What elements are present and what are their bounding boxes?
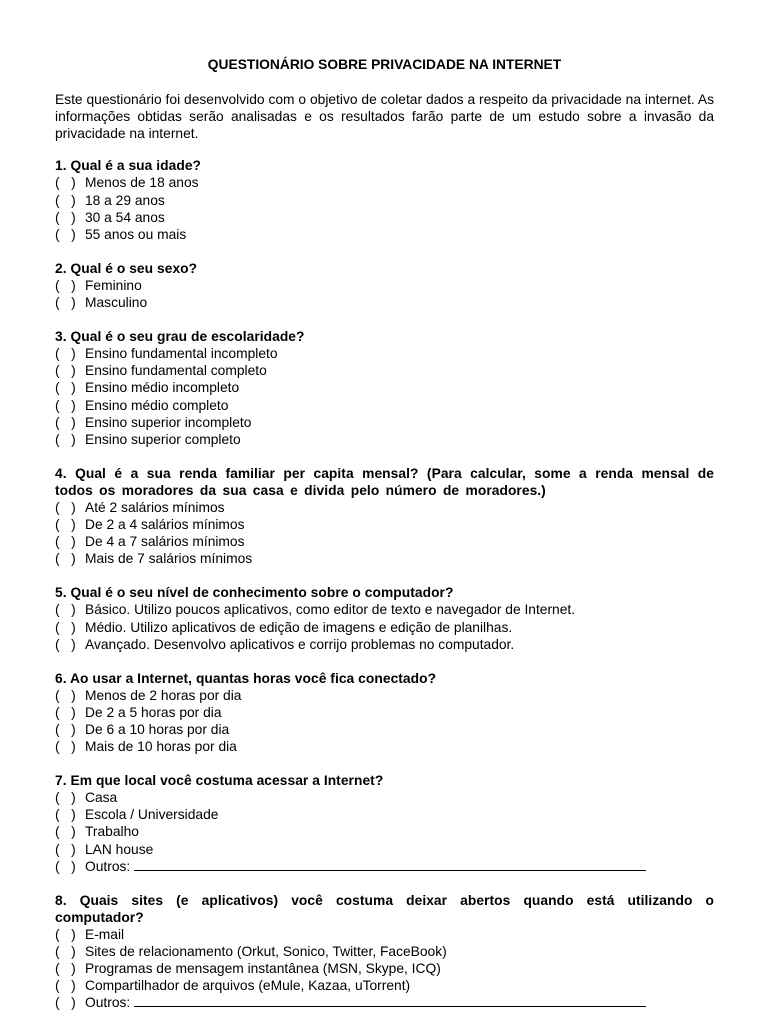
- option-label: Sites de relacionamento (Orkut, Sonico, Twitter, FaceBook): [85, 944, 447, 960]
- option-item[interactable]: [55, 704, 714, 721]
- option-label: Ensino superior completo: [85, 431, 241, 447]
- option-label: Masculino: [85, 295, 148, 311]
- option-label: Até 2 salários mínimos: [85, 499, 225, 515]
- option-item[interactable]: [55, 943, 714, 960]
- option-label: Outros:: [85, 858, 131, 874]
- checkbox[interactable]: ( ): [55, 517, 76, 533]
- option-label: Programas de mensagem instantânea (MSN, Skype, ICQ): [85, 961, 441, 977]
- option-label: Ensino superior incompleto: [85, 414, 252, 430]
- question-text: 8. Quais sites (e aplicativos) você costuma deixar abertos quando está utilizando o computador?: [55, 892, 714, 925]
- option-label: LAN house: [85, 841, 154, 857]
- option-item[interactable]: [55, 499, 714, 516]
- option-item[interactable]: [55, 841, 714, 858]
- others-blank-line[interactable]: [134, 995, 646, 1007]
- option-item[interactable]: [55, 619, 714, 636]
- option-item[interactable]: [55, 192, 714, 209]
- option-item[interactable]: [55, 823, 714, 840]
- option-label: 30 a 54 anos: [85, 209, 165, 225]
- checkbox[interactable]: ( ): [55, 192, 76, 208]
- option-item[interactable]: [55, 926, 714, 943]
- checkbox[interactable]: ( ): [55, 858, 76, 874]
- option-item[interactable]: [55, 516, 714, 533]
- option-label: Menos de 2 horas por dia: [85, 687, 242, 703]
- question-text: 6. Ao usar a Internet, quantas horas você fica conectado?: [55, 670, 437, 686]
- option-label: Feminino: [85, 277, 142, 293]
- option-item[interactable]: [55, 226, 714, 243]
- option-label: Básico. Utilizo poucos aplicativos, como editor de texto e navegador de Internet.: [85, 602, 576, 618]
- option-item[interactable]: [55, 379, 714, 396]
- checkbox[interactable]: ( ): [55, 431, 76, 447]
- checkbox[interactable]: ( ): [55, 277, 76, 293]
- option-label: Mais de 10 horas por dia: [85, 739, 237, 755]
- checkbox[interactable]: ( ): [55, 346, 76, 362]
- option-item[interactable]: [55, 687, 714, 704]
- option-item[interactable]: [55, 977, 714, 994]
- checkbox[interactable]: ( ): [55, 636, 76, 652]
- option-label: De 6 a 10 horas por dia: [85, 722, 230, 737]
- checkbox[interactable]: ( ): [55, 824, 76, 840]
- page-title: QUESTIONÁRIO SOBRE PRIVACIDADE NA INTERNET: [207, 57, 562, 72]
- option-item[interactable]: [55, 345, 714, 362]
- question-text: 2. Qual é o seu sexo?: [55, 260, 198, 276]
- question-text: 1. Qual é a sua idade?: [55, 158, 202, 174]
- option-item[interactable]: [55, 789, 714, 806]
- question-1: [55, 157, 714, 242]
- option-label: 18 a 29 anos: [85, 192, 165, 208]
- question-3: [55, 328, 714, 448]
- option-label: Compartilhador de arquivos (eMule, Kazaa, uTorrent): [85, 978, 411, 994]
- option-item[interactable]: [55, 994, 714, 1011]
- option-item[interactable]: [55, 294, 714, 311]
- intro-paragraph: Este questionário foi desenvolvido com o objetivo de coletar dados a respeito da privacidade na internet. As informações obtidas serão analisadas e os resultados farão parte de um estudo sobre a invasão da privacidade na internet.: [55, 92, 714, 142]
- option-label: 55 anos ou mais: [85, 226, 187, 242]
- option-label: De 2 a 5 horas por dia: [85, 704, 222, 720]
- option-label: Casa: [85, 790, 118, 806]
- checkbox[interactable]: ( ): [55, 209, 76, 225]
- option-item[interactable]: [55, 397, 714, 414]
- checkbox[interactable]: ( ): [55, 687, 76, 703]
- option-label: Ensino médio incompleto: [85, 380, 240, 396]
- question-6: [55, 670, 714, 755]
- checkbox[interactable]: ( ): [55, 961, 76, 977]
- option-item[interactable]: [55, 960, 714, 977]
- option-item[interactable]: [55, 550, 714, 567]
- option-item[interactable]: [55, 533, 714, 550]
- checkbox[interactable]: ( ): [55, 619, 76, 635]
- option-label: Escola / Universidade: [85, 807, 219, 823]
- question-text: 5. Qual é o seu nível de conhecimento sobre o computador?: [55, 585, 454, 601]
- checkbox[interactable]: ( ): [55, 363, 76, 379]
- option-item[interactable]: [55, 431, 714, 448]
- checkbox[interactable]: ( ): [55, 926, 76, 942]
- checkbox[interactable]: ( ): [55, 790, 76, 806]
- option-item[interactable]: [55, 601, 714, 618]
- checkbox[interactable]: ( ): [55, 722, 76, 737]
- option-item[interactable]: [55, 362, 714, 379]
- option-label: Trabalho: [85, 824, 139, 840]
- question-2: [55, 260, 714, 311]
- option-item[interactable]: [55, 277, 714, 294]
- option-label: Outros:: [85, 995, 131, 1011]
- checkbox[interactable]: ( ): [55, 807, 76, 823]
- option-label: Avançado. Desenvolvo aplicativos e corrijo problemas no computador.: [85, 636, 515, 652]
- checkbox[interactable]: ( ): [55, 397, 76, 413]
- checkbox[interactable]: ( ): [55, 414, 76, 430]
- question-5: [55, 584, 714, 652]
- checkbox[interactable]: ( ): [55, 499, 76, 515]
- checkbox[interactable]: ( ): [55, 978, 76, 994]
- question-8: [55, 892, 714, 1012]
- option-item[interactable]: [55, 209, 714, 226]
- checkbox[interactable]: ( ): [55, 602, 76, 618]
- option-label: Menos de 18 anos: [85, 175, 199, 191]
- option-item[interactable]: [55, 414, 714, 431]
- checkbox[interactable]: ( ): [55, 380, 76, 396]
- checkbox[interactable]: ( ): [55, 226, 76, 242]
- checkbox[interactable]: ( ): [55, 534, 76, 550]
- option-label: De 2 a 4 salários mínimos: [85, 517, 245, 533]
- checkbox[interactable]: ( ): [55, 704, 76, 720]
- option-label: Mais de 7 salários mínimos: [85, 551, 253, 567]
- option-label: Ensino médio completo: [85, 397, 229, 413]
- checkbox[interactable]: ( ): [55, 944, 76, 960]
- document-page: [55, 56, 714, 1028]
- option-label: E-mail: [85, 926, 125, 942]
- option-item[interactable]: [55, 806, 714, 823]
- checkbox[interactable]: ( ): [55, 841, 76, 857]
- question-text: 3. Qual é o seu grau de escolaridade?: [55, 329, 305, 345]
- checkbox[interactable]: ( ): [55, 551, 76, 567]
- question-7: [55, 772, 714, 875]
- question-4: [55, 465, 714, 568]
- question-text: 4. Qual é a sua renda familiar per capita mensal? (Para calcular, some a renda mensal de todos os moradores da sua casa e divida pelo número de moradores.): [55, 465, 714, 498]
- option-item[interactable]: [55, 636, 714, 653]
- checkbox[interactable]: ( ): [55, 295, 76, 311]
- question-text: 7. Em que local você costuma acessar a Internet?: [55, 773, 384, 789]
- option-item[interactable]: [55, 858, 714, 875]
- option-item[interactable]: [55, 721, 714, 738]
- checkbox[interactable]: ( ): [55, 175, 76, 191]
- option-label: Ensino fundamental incompleto: [85, 346, 278, 362]
- option-label: De 4 a 7 salários mínimos: [85, 534, 245, 550]
- checkbox[interactable]: ( ): [55, 739, 76, 755]
- option-item[interactable]: [55, 174, 714, 191]
- others-blank-line[interactable]: [134, 859, 646, 871]
- checkbox[interactable]: ( ): [55, 995, 76, 1011]
- option-item[interactable]: [55, 738, 714, 755]
- option-label: Médio. Utilizo aplicativos de edição de imagens e edição de planilhas.: [85, 619, 513, 635]
- option-label: Ensino fundamental completo: [85, 363, 267, 379]
